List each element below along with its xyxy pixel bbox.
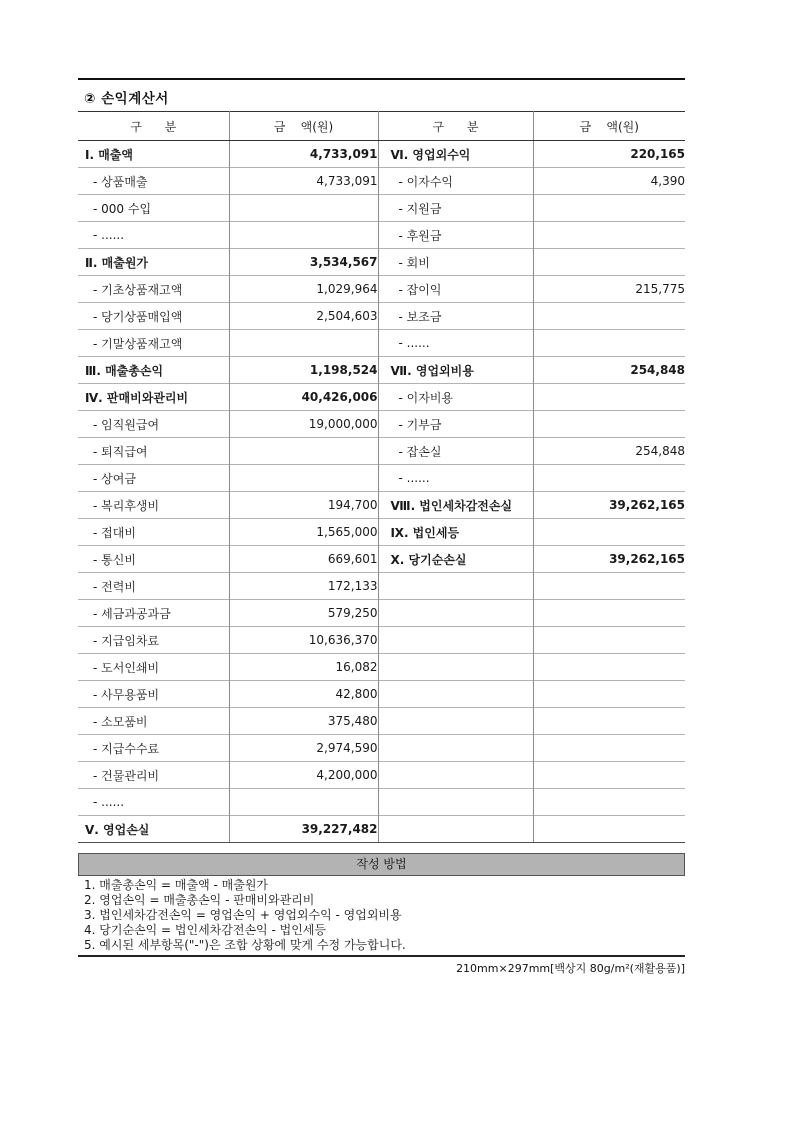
category-cell: Ⅷ. 법인세차감전손실: [378, 492, 533, 519]
method-item: 3. 법인세차감전손익 = 영업손익 + 영업외수익 - 영업외비용: [84, 908, 402, 922]
amount-cell: [533, 735, 685, 762]
category-cell: [378, 600, 533, 627]
category-cell: - ......: [378, 465, 533, 492]
amount-cell: 1,565,000: [229, 519, 378, 546]
category-cell: Ⅴ. 영업손실: [78, 816, 229, 843]
category-cell: - 도서인쇄비: [78, 654, 229, 681]
amount-cell: 375,480: [229, 708, 378, 735]
amount-cell: [533, 222, 685, 249]
category-cell: - 상여금: [78, 465, 229, 492]
table-row: [78, 762, 685, 789]
amount-cell: [533, 519, 685, 546]
table-row: [78, 492, 685, 519]
table-body: [78, 141, 685, 843]
category-cell: Ⅶ. 영업외비용: [378, 357, 533, 384]
category-cell: Ⅲ. 매출총손익: [78, 357, 229, 384]
table-row: [78, 303, 685, 330]
category-cell: - 기초상품재고액: [78, 276, 229, 303]
category-cell: [378, 573, 533, 600]
table-row: [78, 519, 685, 546]
category-cell: - 회비: [378, 249, 533, 276]
amount-cell: 42,800: [229, 681, 378, 708]
paper-spec-label: 210mm×297mm[백상지 80g/m²(재활용품)]: [456, 962, 685, 975]
amount-cell: 1,198,524: [229, 357, 378, 384]
amount-cell: 220,165: [630, 147, 685, 161]
column-header-amount-left: 금 액(원): [229, 112, 378, 141]
category-cell: - 기말상품재고액: [78, 330, 229, 357]
category-cell: - 통신비: [78, 546, 229, 573]
amount-cell: 4,390: [533, 168, 685, 195]
table-row: [78, 546, 685, 573]
column-header-category-right: 구 분: [378, 112, 533, 141]
table-row: [78, 276, 685, 303]
amount-cell: 579,250: [229, 600, 378, 627]
amount-cell: [533, 195, 685, 222]
amount-cell: [533, 411, 685, 438]
page-title: ② 손익계산서: [84, 91, 169, 107]
amount-cell: 19,000,000: [229, 411, 378, 438]
category-cell: - 지원금: [378, 195, 533, 222]
category-cell: - 지급수수료: [78, 735, 229, 762]
category-cell: Ⅵ. 영업외수익: [378, 141, 533, 168]
table-row: [78, 249, 685, 276]
amount-cell: 215,775: [533, 276, 685, 303]
category-cell: - 복리후생비: [78, 492, 229, 519]
amount-cell: [533, 249, 685, 276]
table-row: [78, 735, 685, 762]
amount-cell: 172,133: [229, 573, 378, 600]
category-cell: [378, 762, 533, 789]
method-list: [84, 878, 683, 953]
amount-cell: [533, 627, 685, 654]
amount-cell: [533, 303, 685, 330]
category-cell: [378, 654, 533, 681]
category-cell: [378, 789, 533, 816]
category-cell: Ⅱ. 매출원가: [78, 249, 229, 276]
amount-cell: [533, 600, 685, 627]
table-row: [78, 357, 685, 384]
category-cell: Ⅸ. 법인세등: [378, 519, 533, 546]
amount-cell: [533, 789, 685, 816]
amount-cell: 3,534,567: [229, 249, 378, 276]
amount-cell: 39,262,165: [533, 546, 685, 573]
category-cell: [378, 735, 533, 762]
category-cell: - 잡이익: [378, 276, 533, 303]
amount-cell: [229, 789, 378, 816]
table-row: [78, 816, 685, 843]
category-cell: - 후원금: [378, 222, 533, 249]
amount-cell: 16,082: [229, 654, 378, 681]
table-row: [78, 681, 685, 708]
category-cell: - ......: [378, 330, 533, 357]
amount-cell: 2,974,590: [229, 735, 378, 762]
amount-cell: [229, 438, 378, 465]
amount-cell: 10,636,370: [229, 627, 378, 654]
category-cell: - 잡손실: [378, 438, 533, 465]
amount-cell: [533, 654, 685, 681]
method-item: 5. 예시된 세부항목("-")은 조합 상황에 맞게 수정 가능합니다.: [84, 938, 406, 952]
table-row: [78, 411, 685, 438]
category-cell: - ......: [78, 222, 229, 249]
amount-cell: 2,504,603: [229, 303, 378, 330]
category-cell: - 세금과공과금: [78, 600, 229, 627]
category-cell: Ⅹ. 당기순손실: [378, 546, 533, 573]
amount-cell: 4,733,091: [229, 168, 378, 195]
table-row: [78, 438, 685, 465]
column-header-category-left: 구 분: [78, 112, 229, 141]
table-header-row: [78, 112, 685, 141]
amount-cell: [533, 708, 685, 735]
amount-cell: 254,848: [533, 438, 685, 465]
category-cell: - 지급임차료: [78, 627, 229, 654]
table-row: [78, 330, 685, 357]
method-item: 1. 매출총손익 = 매출액 - 매출원가: [84, 878, 269, 892]
category-cell: - 보조금: [378, 303, 533, 330]
category-cell: - 당기상품매입액: [78, 303, 229, 330]
category-cell: [378, 681, 533, 708]
method-item: 4. 당기순손익 = 법인세차감전손익 - 법인세등: [84, 923, 326, 937]
table-row: [78, 195, 685, 222]
amount-cell: [533, 816, 685, 843]
footer-rule: [78, 955, 685, 957]
amount-cell: [533, 762, 685, 789]
table-row: [78, 573, 685, 600]
category-cell: - 접대비: [78, 519, 229, 546]
amount-cell: [533, 330, 685, 357]
table-row: [78, 600, 685, 627]
category-cell: [378, 816, 533, 843]
table-row: [78, 465, 685, 492]
category-cell: - 상품매출: [78, 168, 229, 195]
column-header-amount-right: 금 액(원): [533, 112, 685, 141]
amount-cell: 669,601: [229, 546, 378, 573]
method-item: 2. 영업손익 = 매출총손익 - 판매비와관리비: [84, 893, 315, 907]
top-rule: [78, 78, 685, 80]
table-row: [78, 168, 685, 195]
category-cell: [378, 708, 533, 735]
category-cell: Ⅰ. 매출액: [78, 141, 229, 168]
table-row: [78, 141, 685, 168]
category-cell: - 이자비용: [378, 384, 533, 411]
category-cell: - 퇴직급여: [78, 438, 229, 465]
amount-cell: 1,029,964: [229, 276, 378, 303]
amount-cell: 39,262,165: [533, 492, 685, 519]
amount-cell: [533, 384, 685, 411]
amount-cell: 254,848: [533, 357, 685, 384]
amount-cell: [533, 573, 685, 600]
amount-cell: [229, 195, 378, 222]
amount-cell: [533, 465, 685, 492]
amount-cell: [229, 222, 378, 249]
amount-cell: 4,733,091: [229, 141, 378, 168]
category-cell: - 이자수익: [378, 168, 533, 195]
amount-cell: [533, 681, 685, 708]
category-cell: - 사무용품비: [78, 681, 229, 708]
amount-cell: 40,426,006: [229, 384, 378, 411]
table-row: [78, 384, 685, 411]
category-cell: - 소모품비: [78, 708, 229, 735]
table-row: [78, 654, 685, 681]
category-cell: Ⅳ. 판매비와관리비: [78, 384, 229, 411]
amount-cell: [229, 465, 378, 492]
amount-cell: 194,700: [229, 492, 378, 519]
amount-cell: [229, 330, 378, 357]
table-row: [78, 708, 685, 735]
amount-cell: 4,200,000: [229, 762, 378, 789]
category-cell: - 임직원급여: [78, 411, 229, 438]
category-cell: - 건물관리비: [78, 762, 229, 789]
category-cell: [378, 627, 533, 654]
category-cell: - 기부금: [378, 411, 533, 438]
category-cell: - 000 수입: [78, 195, 229, 222]
method-section-header: 작성 방법: [78, 853, 685, 876]
category-cell: - 전력비: [78, 573, 229, 600]
amount-cell: 39,227,482: [229, 816, 378, 843]
income-statement-table: [78, 111, 685, 843]
category-cell: - ......: [78, 789, 229, 816]
table-row: [78, 222, 685, 249]
table-row: [78, 627, 685, 654]
table-row: [78, 789, 685, 816]
